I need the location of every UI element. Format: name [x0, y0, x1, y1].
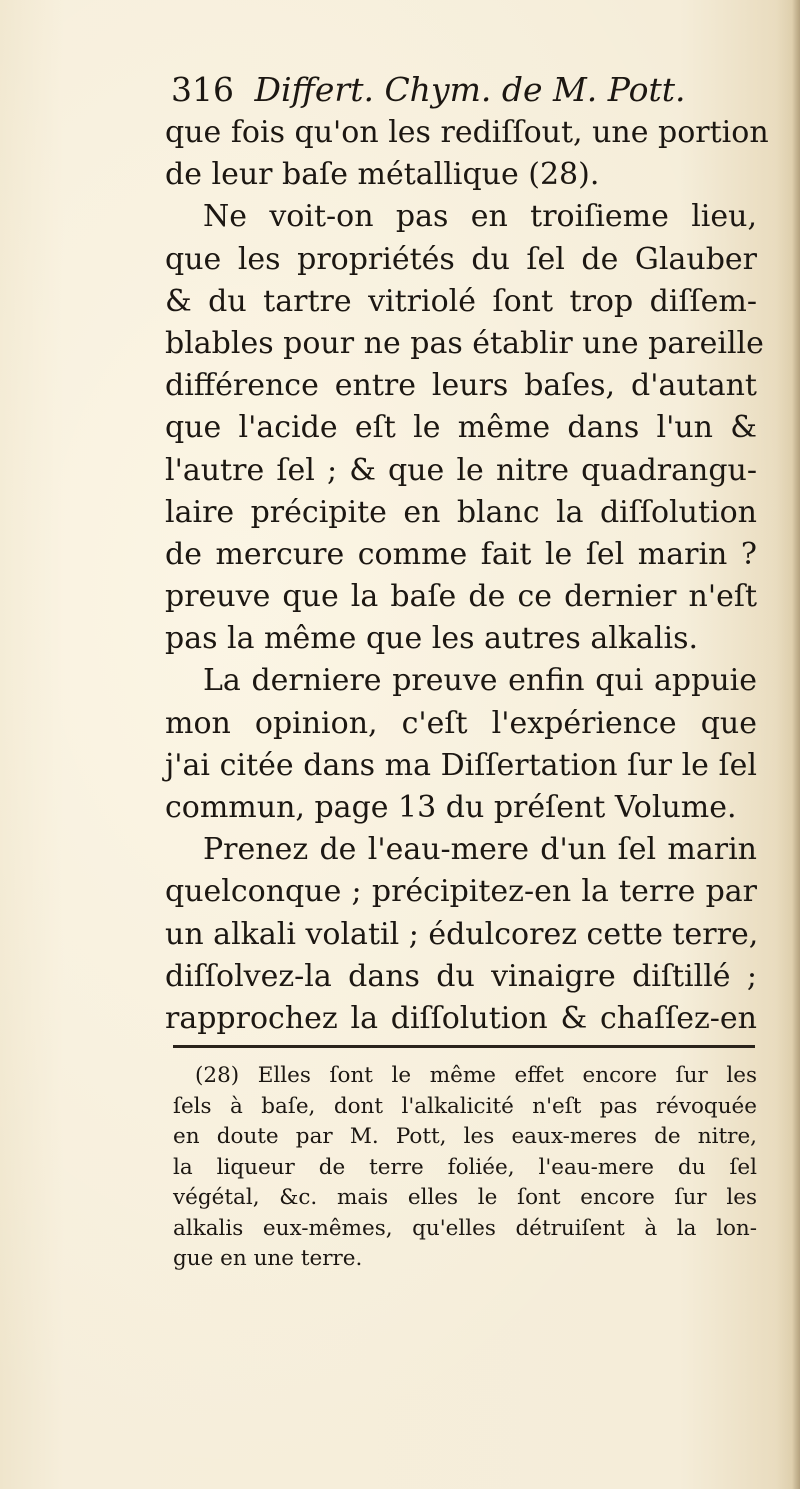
body-line: laire précipite en blanc la diſſolution [165, 494, 757, 530]
body-line: l'autre ſel ; & que le nitre quadrangu- [165, 452, 757, 488]
footnote-line: en doute par M. Pott, les eaux-meres de nitre, [173, 1124, 757, 1149]
body-line: rapprochez la diſſolution & chaſſez-en [165, 1000, 757, 1036]
body-line: Prenez de l'eau-mere d'un ſel marin [203, 832, 757, 868]
body-line: que l'acide eſt le même dans l'un & [165, 410, 757, 446]
body-line: que les propriétés du ſel de Glauber [165, 241, 757, 277]
page-edge-shadow [792, 0, 800, 1489]
footnote-line: végétal, &c. mais elles le ſont encore ſur les [173, 1185, 757, 1210]
body-line: quelconque ; précipitez-en la terre par [165, 874, 757, 910]
footnote-block [173, 1061, 757, 1275]
footnote-line: (28) Elles ſont le même effet encore ſur les [195, 1063, 757, 1088]
body-line: de leur baſe métallique (28). [165, 157, 600, 193]
body-line: & du tartre vitriolé ſont trop diſſem- [165, 283, 757, 319]
body-line: différence entre leurs baſes, d'autant [165, 368, 757, 404]
running-title: Differt. Chym. de M. Pott. [254, 70, 686, 109]
footnote-line: ſels à baſe, dont l'alkalicité n'eſt pas révoquée [173, 1093, 757, 1119]
body-line: de mercure comme fait le ſel marin ? [165, 536, 757, 572]
footnote-line: gue en une terre. [173, 1246, 363, 1271]
footnote-line: la liqueur de terre foliée, l'eau-mere du ſel [173, 1154, 757, 1180]
page-number: 316 [171, 70, 234, 109]
body-line: que fois qu'on les rediſſout, une portion [165, 115, 769, 150]
body-line: La derniere preuve enfin qui appuie [203, 663, 757, 699]
body-line: j'ai citée dans ma Diſſertation ſur le ſel [165, 747, 757, 783]
body-line: preuve que la baſe de ce dernier n'eſt [165, 579, 757, 615]
running-head [171, 68, 757, 112]
body-line: un alkali volatil ; édulcorez cette terre, [165, 916, 759, 952]
main-text-block [165, 68, 769, 1040]
body-line: Ne voit-on pas en troiſieme lieu, [203, 199, 757, 235]
body-line: mon opinion, c'eſt l'expérience que [165, 705, 757, 741]
body-line: blables pour ne pas établir une pareille [165, 325, 764, 361]
footnote-rule [173, 1045, 755, 1048]
body-line: pas la même que les autres alkalis. [165, 621, 699, 657]
body-line: diſſolvez-la dans du vinaigre diſtillé ; [165, 958, 757, 994]
body-line: commun, page 13 du préſent Volume. [165, 790, 737, 825]
footnote-line: alkalis eux-mêmes, qu'elles détruiſent à la lon- [173, 1215, 757, 1241]
